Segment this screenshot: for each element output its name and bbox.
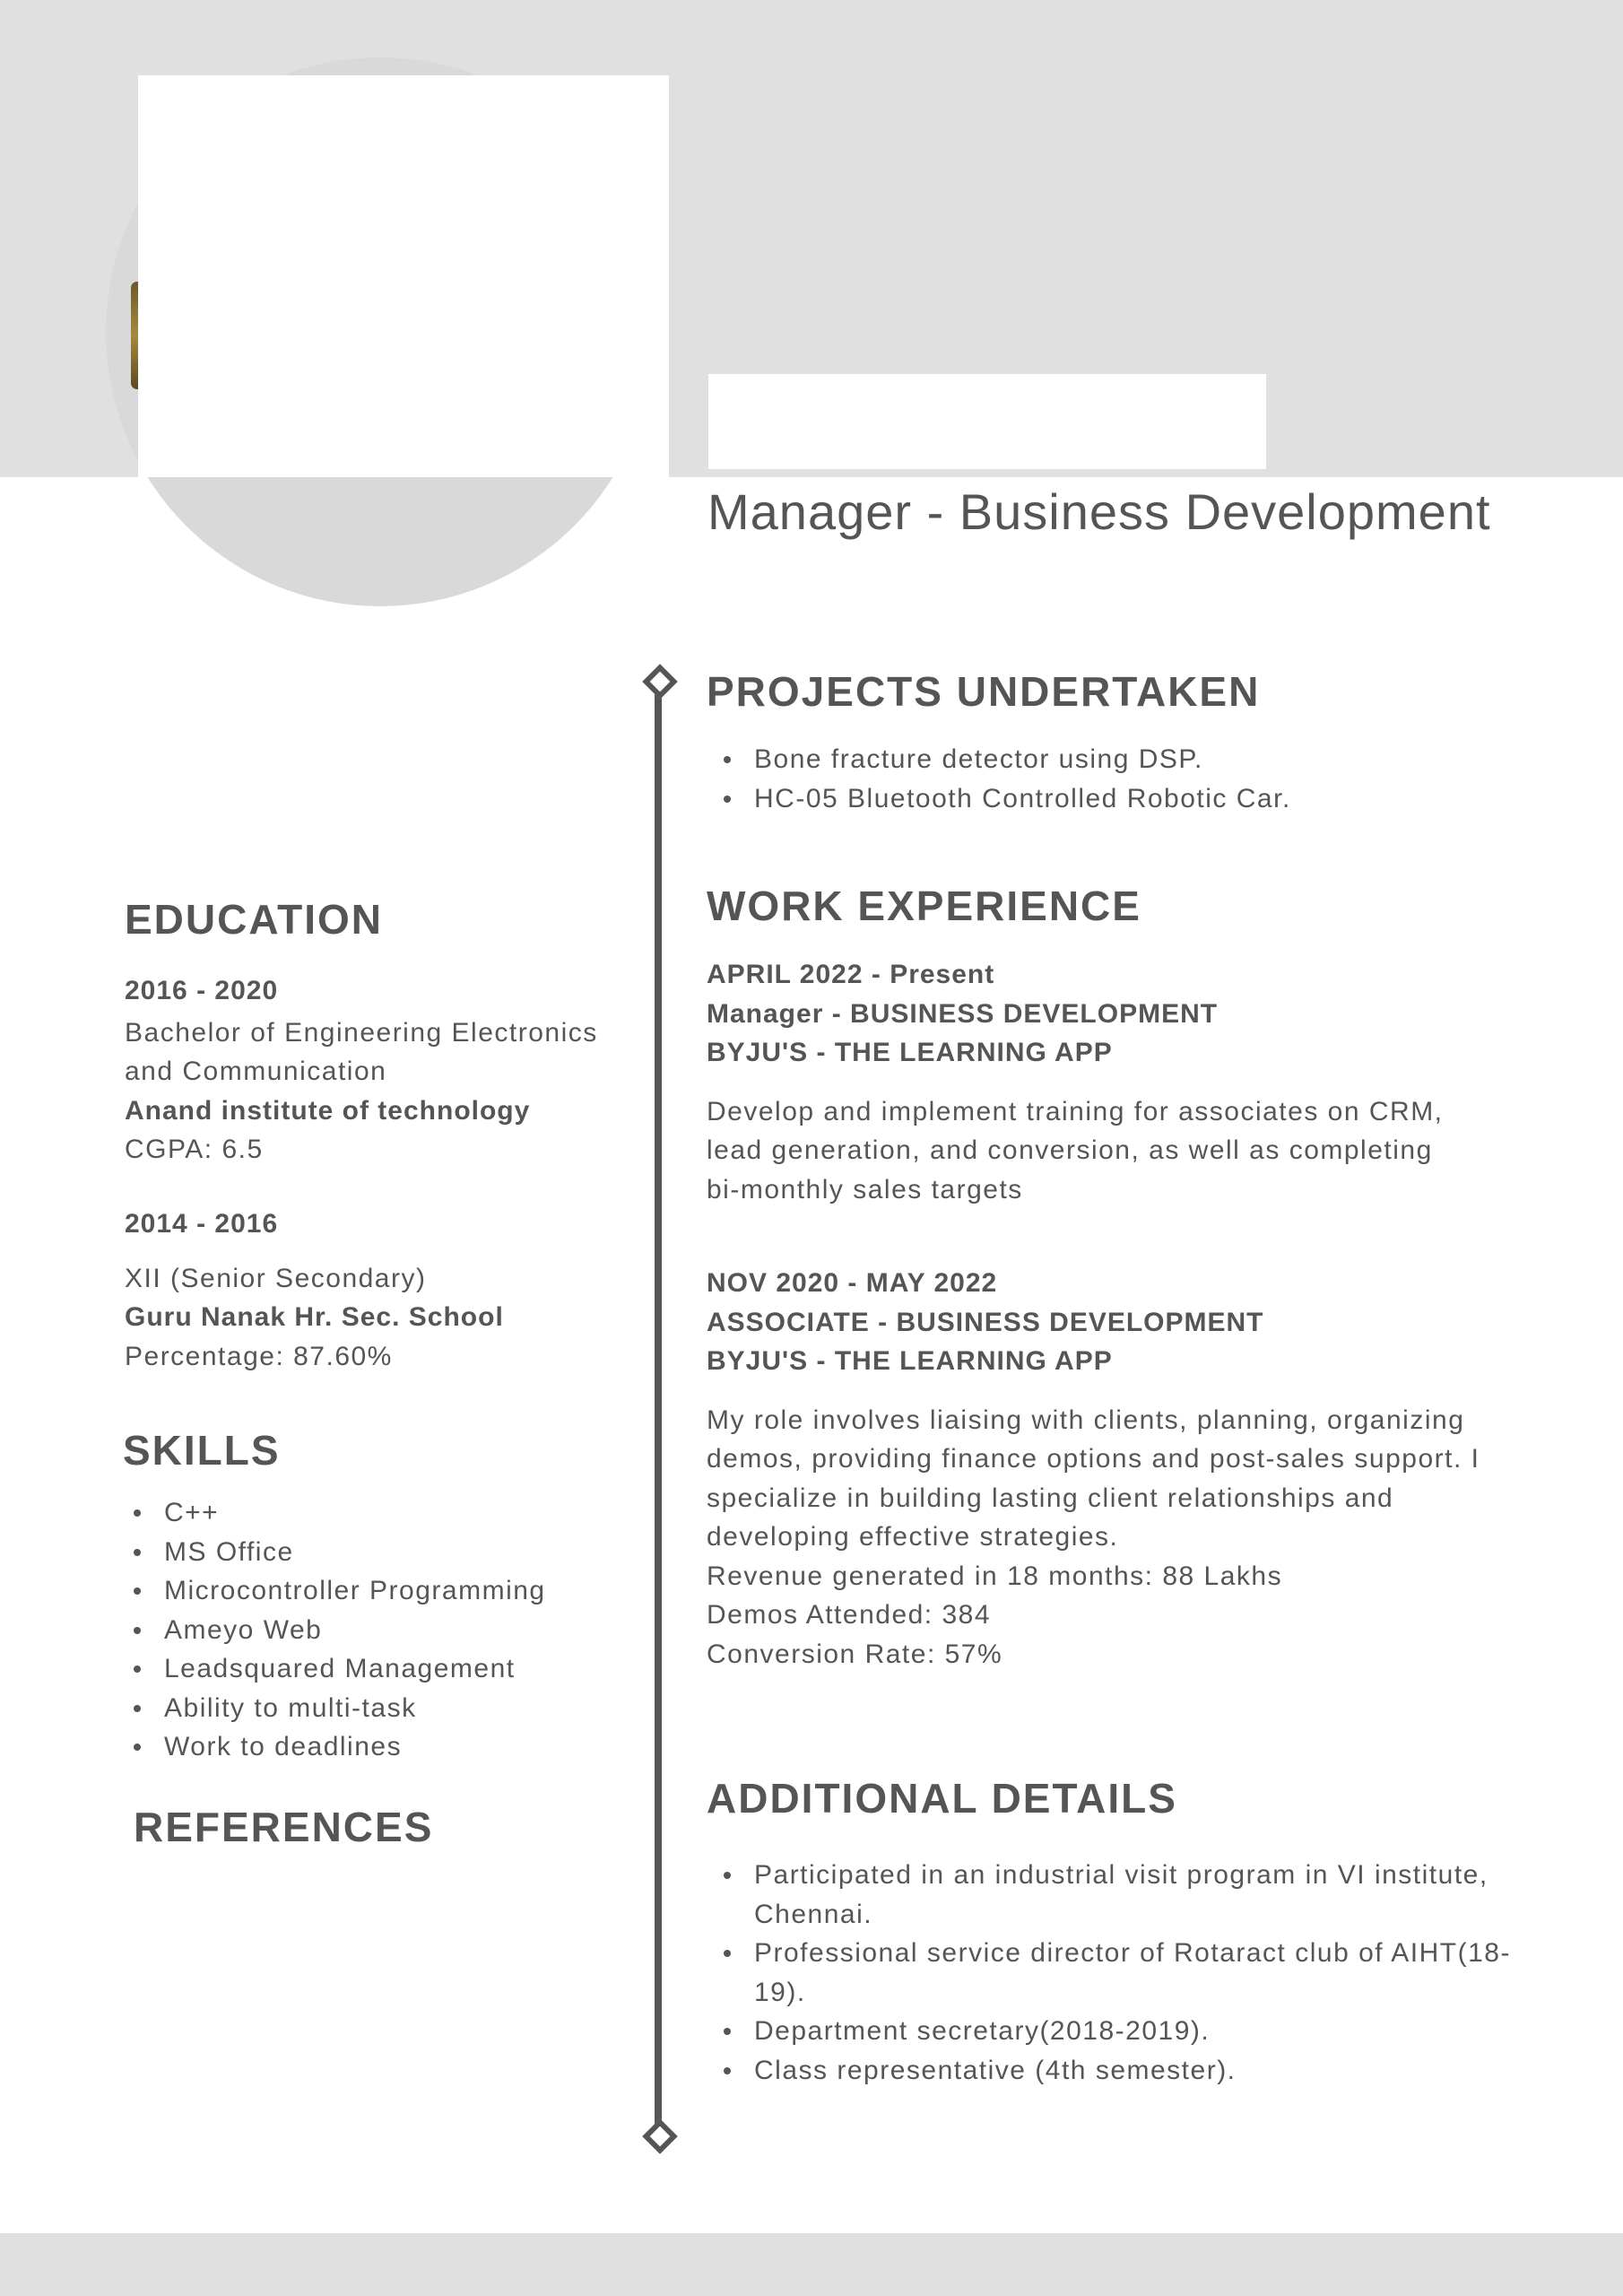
list-item-line: Professional service director of Rotaract club of AIHT(18- xyxy=(754,1938,1511,1968)
education-score: CGPA: 6.5 xyxy=(125,1135,264,1164)
work-description-line: Demos Attended: 384 xyxy=(707,1600,992,1630)
list-item: MS Office xyxy=(117,1533,546,1572)
list-item: Bone fracture detector using DSP. xyxy=(707,740,1291,779)
projects-list xyxy=(707,740,1291,818)
work-role: Manager - BUSINESS DEVELOPMENT xyxy=(707,998,1219,1029)
timeline-bottom-diamond xyxy=(642,2118,678,2154)
list-item: Microcontroller Programming xyxy=(117,1571,546,1611)
work-role: ASSOCIATE - BUSINESS DEVELOPMENT xyxy=(707,1307,1264,1337)
work-description-line: Revenue generated in 18 months: 88 Lakhs xyxy=(707,1561,1283,1591)
list-item-line: Participated in an industrial visit program in VI institute, xyxy=(754,1860,1488,1890)
list-item: HC-05 Bluetooth Controlled Robotic Car. xyxy=(707,779,1291,819)
skills-list xyxy=(117,1493,546,1767)
education-entry xyxy=(125,1205,504,1376)
work-description-line: My role involves liaising with clients, planning, organizing xyxy=(707,1405,1465,1435)
projects-heading: PROJECTS UNDERTAKEN xyxy=(707,668,1261,715)
list-item: Ability to multi-task xyxy=(117,1689,546,1728)
education-heading: EDUCATION xyxy=(125,896,384,943)
skills-heading: SKILLS xyxy=(123,1427,281,1474)
list-item-line: Class representative (4th semester). xyxy=(754,2055,1237,2085)
education-degree-line: Bachelor of Engineering Electronics xyxy=(125,1017,598,1048)
list-item: Leadsquared Management xyxy=(117,1649,546,1689)
work-description-line: specialize in building lasting client relationships and xyxy=(707,1483,1394,1513)
work-description-line: Develop and implement training for associates on CRM, xyxy=(707,1096,1444,1126)
work-experience-heading: WORK EXPERIENCE xyxy=(707,883,1141,929)
work-company: BYJU'S - THE LEARNING APP xyxy=(707,1346,1113,1376)
additional-details-heading: ADDITIONAL DETAILS xyxy=(707,1775,1177,1822)
education-degree-line: XII (Senior Secondary) xyxy=(125,1263,427,1293)
work-description-line: lead generation, and conversion, as well as completing xyxy=(707,1135,1433,1165)
photo-redaction-box xyxy=(138,75,669,477)
list-item: Ameyo Web xyxy=(117,1611,546,1650)
timeline-divider xyxy=(655,673,662,2135)
list-item xyxy=(707,2012,1511,2051)
references-heading: REFERENCES xyxy=(134,1804,434,1850)
list-item xyxy=(707,1856,1511,1934)
education-institution: Anand institute of technology xyxy=(125,1095,531,1126)
work-description-line: developing effective strategies. xyxy=(707,1522,1119,1552)
name-redaction-box xyxy=(708,374,1266,469)
list-item xyxy=(707,2051,1511,2091)
work-dates: NOV 2020 - MAY 2022 xyxy=(707,1268,998,1298)
work-dates: APRIL 2022 - Present xyxy=(707,960,995,989)
education-degree-line: and Communication xyxy=(125,1057,387,1086)
work-entry xyxy=(707,1264,1480,1674)
list-item: Work to deadlines xyxy=(117,1727,546,1767)
education-years: 2016 - 2020 xyxy=(125,976,279,1005)
work-description-line: bi-monthly sales targets xyxy=(707,1174,1023,1205)
timeline-top-diamond xyxy=(642,664,678,700)
education-score: Percentage: 87.60% xyxy=(125,1341,393,1371)
list-item-line: Department secretary(2018-2019). xyxy=(754,2016,1211,2046)
job-title: Manager - Business Development xyxy=(707,483,1491,540)
education-entry xyxy=(125,971,598,1170)
list-item-line: Chennai. xyxy=(754,1899,873,1929)
list-item: C++ xyxy=(117,1493,546,1533)
work-company: BYJU'S - THE LEARNING APP xyxy=(707,1038,1113,1067)
work-entry xyxy=(707,955,1444,1209)
additional-details-list xyxy=(707,1856,1511,2090)
education-years: 2014 - 2016 xyxy=(125,1209,279,1239)
education-institution: Guru Nanak Hr. Sec. School xyxy=(125,1302,504,1332)
work-description-line: Conversion Rate: 57% xyxy=(707,1639,1003,1669)
footer-band xyxy=(0,2233,1623,2296)
list-item-line: 19). xyxy=(754,1977,806,2007)
list-item xyxy=(707,1934,1511,2012)
work-description-line: demos, providing finance options and post-sales support. I xyxy=(707,1444,1480,1474)
